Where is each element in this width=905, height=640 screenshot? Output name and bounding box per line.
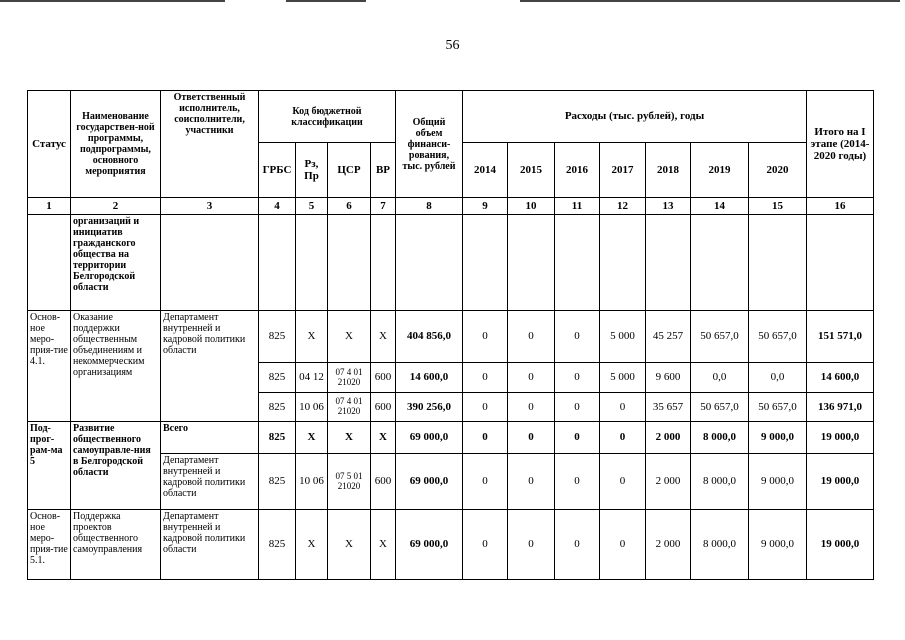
col-number: 1 xyxy=(28,198,71,215)
rzpr-cell: X xyxy=(296,510,328,580)
year-cell: 2 000 xyxy=(646,454,691,510)
rzpr-cell: X xyxy=(296,311,328,363)
year-cell: 0 xyxy=(600,510,646,580)
event41-name: Оказание поддержки общественным объединениям и некоммерческим организациям xyxy=(71,311,161,422)
grbs-cell: 825 xyxy=(259,510,296,580)
budget-table xyxy=(27,90,874,580)
year-cell: 0 xyxy=(600,454,646,510)
grbs-cell: 825 xyxy=(259,454,296,510)
page-number: 56 xyxy=(445,38,460,53)
vr-cell: 600 xyxy=(371,393,396,422)
year-cell: 9 000,0 xyxy=(749,422,807,454)
grbs-cell: 825 xyxy=(259,393,296,422)
year-cell: 50 657,0 xyxy=(691,311,749,363)
header-vr: ВР xyxy=(371,143,396,198)
year-cell: 0 xyxy=(555,393,600,422)
year-cell: 5 000 xyxy=(600,363,646,393)
vr-cell: 600 xyxy=(371,454,396,510)
scan-top-line-right xyxy=(520,0,900,2)
year-cell: 9 000,0 xyxy=(749,510,807,580)
year-cell: 0 xyxy=(600,393,646,422)
col-number: 12 xyxy=(600,198,646,215)
rzpr-cell: 04 12 xyxy=(296,363,328,393)
header-year-2015: 2015 xyxy=(508,143,555,198)
header-year-2014: 2014 xyxy=(463,143,508,198)
header-year-2018: 2018 xyxy=(646,143,691,198)
year-cell: 0,0 xyxy=(749,363,807,393)
column-number-row xyxy=(28,198,874,215)
year-cell: 2 000 xyxy=(646,422,691,454)
csr-cell: 07 5 01 21020 xyxy=(328,454,371,510)
continuation-row xyxy=(28,215,874,311)
vr-cell: X xyxy=(371,422,396,454)
year-cell: 0 xyxy=(600,422,646,454)
itogo-cell: 19 000,0 xyxy=(807,454,874,510)
header-csr: ЦСР xyxy=(328,143,371,198)
year-cell: 0 xyxy=(555,422,600,454)
col-number: 4 xyxy=(259,198,296,215)
rzpr-cell: 10 06 xyxy=(296,393,328,422)
table-row xyxy=(28,422,874,454)
itogo-cell: 19 000,0 xyxy=(807,422,874,454)
year-cell: 50 657,0 xyxy=(749,393,807,422)
event41-responsible: Департамент внутренней и кадровой политики области xyxy=(161,311,259,422)
header-rzpr: Рз, Пр xyxy=(296,143,328,198)
itogo-cell: 151 571,0 xyxy=(807,311,874,363)
header-grbs: ГРБС xyxy=(259,143,296,198)
col-number: 9 xyxy=(463,198,508,215)
header-budget-code: Код бюджетной классификации xyxy=(259,91,396,143)
header-year-2020: 2020 xyxy=(749,143,807,198)
csr-cell: X xyxy=(328,422,371,454)
sub5-name: Развитие общественного самоуправле-ния в Белгородской области xyxy=(71,422,161,510)
year-cell: 9 600 xyxy=(646,363,691,393)
year-cell: 0 xyxy=(463,510,508,580)
year-cell: 0 xyxy=(463,454,508,510)
itogo-cell: 19 000,0 xyxy=(807,510,874,580)
header-name: Наименование государствен-ной программы, подпрограммы, основного мероприятия xyxy=(71,91,161,198)
header-itogo: Итого на I этапе (2014-2020 годы) xyxy=(807,91,874,198)
year-cell: 0 xyxy=(508,363,555,393)
itogo-cell: 14 600,0 xyxy=(807,363,874,393)
itogo-cell: 136 971,0 xyxy=(807,393,874,422)
year-cell: 2 000 xyxy=(646,510,691,580)
col-number: 8 xyxy=(396,198,463,215)
csr-cell: 07 4 01 21020 xyxy=(328,393,371,422)
header-year-2019: 2019 xyxy=(691,143,749,198)
year-cell: 50 657,0 xyxy=(749,311,807,363)
event41-status: Основ-ное меро-прия-тие 4.1. xyxy=(28,311,71,422)
csr-cell: 07 4 01 21020 xyxy=(328,363,371,393)
year-cell: 0,0 xyxy=(691,363,749,393)
sub5-status: Под-прог-рам-ма 5 xyxy=(28,422,71,510)
vr-cell: X xyxy=(371,510,396,580)
vr-cell: 600 xyxy=(371,363,396,393)
table-row xyxy=(28,510,874,580)
year-cell: 35 657 xyxy=(646,393,691,422)
year-cell: 0 xyxy=(555,363,600,393)
sub5-responsible: Департамент внутренней и кадровой политики области xyxy=(161,454,259,510)
header-expenses: Расходы (тыс. рублей), годы xyxy=(463,91,807,143)
grbs-cell: 825 xyxy=(259,311,296,363)
rzpr-cell: 10 06 xyxy=(296,454,328,510)
csr-cell: X xyxy=(328,510,371,580)
total-cell: 14 600,0 xyxy=(396,363,463,393)
year-cell: 0 xyxy=(463,311,508,363)
header-year-2017: 2017 xyxy=(600,143,646,198)
col-number: 5 xyxy=(296,198,328,215)
event51-name: Поддержка проектов общественного самоуправления xyxy=(71,510,161,580)
year-cell: 0 xyxy=(508,422,555,454)
header-status: Статус xyxy=(28,91,71,198)
year-cell: 0 xyxy=(555,454,600,510)
col-number: 11 xyxy=(555,198,600,215)
year-cell: 0 xyxy=(508,510,555,580)
year-cell: 0 xyxy=(508,311,555,363)
event51-responsible: Департамент внутренней и кадровой политики области xyxy=(161,510,259,580)
header-year-2016: 2016 xyxy=(555,143,600,198)
scan-top-line-left xyxy=(0,0,225,2)
rzpr-cell: X xyxy=(296,422,328,454)
year-cell: 0 xyxy=(463,422,508,454)
year-cell: 0 xyxy=(508,393,555,422)
year-cell: 45 257 xyxy=(646,311,691,363)
year-cell: 0 xyxy=(555,311,600,363)
col-number: 16 xyxy=(807,198,874,215)
total-cell: 404 856,0 xyxy=(396,311,463,363)
total-cell: 390 256,0 xyxy=(396,393,463,422)
year-cell: 8 000,0 xyxy=(691,422,749,454)
scan-top-line-mid xyxy=(286,0,366,2)
year-cell: 0 xyxy=(463,393,508,422)
total-cell: 69 000,0 xyxy=(396,510,463,580)
year-cell: 0 xyxy=(463,363,508,393)
total-cell: 69 000,0 xyxy=(396,422,463,454)
header-responsible: Ответственный исполнитель, соисполнители, участники xyxy=(161,91,259,198)
year-cell: 8 000,0 xyxy=(691,454,749,510)
header-total-funding: Общий объем финанси-рования, тыс. рублей xyxy=(396,91,463,198)
year-cell: 8 000,0 xyxy=(691,510,749,580)
csr-cell: X xyxy=(328,311,371,363)
year-cell: 0 xyxy=(508,454,555,510)
col-number: 13 xyxy=(646,198,691,215)
grbs-cell: 825 xyxy=(259,363,296,393)
total-cell: 69 000,0 xyxy=(396,454,463,510)
col-number: 10 xyxy=(508,198,555,215)
continued-name: организаций и инициатив гражданского общества на территории Белгородской области xyxy=(71,215,161,311)
col-number: 2 xyxy=(71,198,161,215)
col-number: 14 xyxy=(691,198,749,215)
event51-status: Основ-ное меро-прия-тие 5.1. xyxy=(28,510,71,580)
year-cell: 5 000 xyxy=(600,311,646,363)
col-number: 7 xyxy=(371,198,396,215)
year-cell: 0 xyxy=(555,510,600,580)
col-number: 15 xyxy=(749,198,807,215)
col-number: 6 xyxy=(328,198,371,215)
year-cell: 9 000,0 xyxy=(749,454,807,510)
table-row xyxy=(28,311,874,363)
year-cell: 50 657,0 xyxy=(691,393,749,422)
sub5-responsible-total: Всего xyxy=(161,422,259,454)
vr-cell: X xyxy=(371,311,396,363)
col-number: 3 xyxy=(161,198,259,215)
grbs-cell: 825 xyxy=(259,422,296,454)
